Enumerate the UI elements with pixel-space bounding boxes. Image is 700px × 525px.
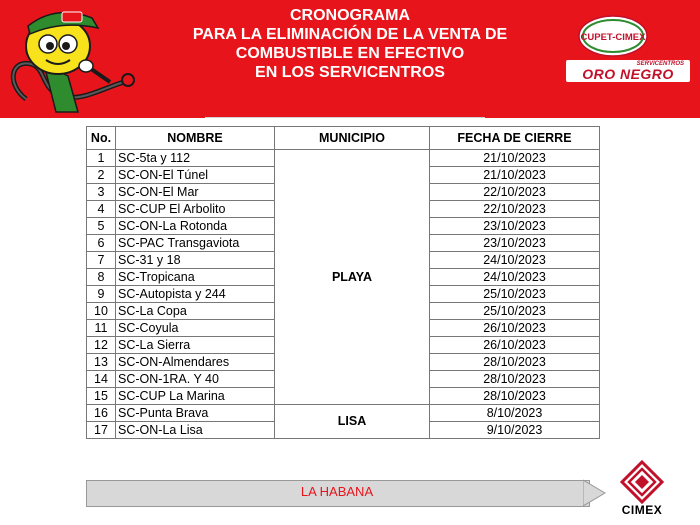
row-number: 17: [87, 422, 116, 439]
header-nombre: NOMBRE: [116, 127, 275, 150]
closing-date: 22/10/2023: [430, 184, 600, 201]
table-row: [87, 150, 600, 167]
row-number: 2: [87, 167, 116, 184]
closing-date: 9/10/2023: [430, 422, 600, 439]
closing-date: 28/10/2023: [430, 388, 600, 405]
station-name: SC-5ta y 112: [116, 150, 275, 167]
municipio-cell: PLAYA: [275, 150, 430, 405]
title-line: EN LOS SERVICENTROS: [255, 64, 445, 81]
closing-date: 25/10/2023: [430, 286, 600, 303]
closing-date: 22/10/2023: [430, 201, 600, 218]
row-number: 3: [87, 184, 116, 201]
row-number: 8: [87, 269, 116, 286]
row-number: 15: [87, 388, 116, 405]
station-name: SC-Coyula: [116, 320, 275, 337]
row-number: 4: [87, 201, 116, 218]
closing-date: 25/10/2023: [430, 303, 600, 320]
row-number: 7: [87, 252, 116, 269]
station-name: SC-La Sierra: [116, 337, 275, 354]
row-number: 16: [87, 405, 116, 422]
station-name: SC-CUP La Marina: [116, 388, 275, 405]
closing-date: 24/10/2023: [430, 269, 600, 286]
station-name: SC-Tropicana: [116, 269, 275, 286]
closing-date: 26/10/2023: [430, 337, 600, 354]
title-line: CRONOGRAMA: [290, 7, 410, 24]
station-name: SC-ON-La Lisa: [116, 422, 275, 439]
title-line: COMBUSTIBLE EN EFECTIVO: [235, 45, 465, 62]
row-number: 14: [87, 371, 116, 388]
station-name: SC-ON-Almendares: [116, 354, 275, 371]
title-line: PARA LA ELIMINACIÓN DE LA VENTA DE: [192, 26, 508, 43]
header-fecha: FECHA DE CIERRE: [430, 127, 600, 150]
table-row: [87, 405, 600, 422]
station-name: SC-31 y 18: [116, 252, 275, 269]
row-number: 6: [87, 235, 116, 252]
closing-date: 23/10/2023: [430, 235, 600, 252]
station-name: SC-La Copa: [116, 303, 275, 320]
oro-negro-text: ORO NEGRO: [582, 66, 674, 82]
station-name: SC-PAC Transgaviota: [116, 235, 275, 252]
station-name: SC-ON-1RA. Y 40: [116, 371, 275, 388]
header-municipio: MUNICIPIO: [275, 127, 430, 150]
station-name: SC-ON-La Rotonda: [116, 218, 275, 235]
footer-label: LA HABANA: [300, 484, 374, 499]
cimex-logo-text: CIMEX: [621, 503, 663, 517]
closing-date: 28/10/2023: [430, 371, 600, 388]
station-name: SC-ON-El Mar: [116, 184, 275, 201]
divider: [205, 117, 485, 118]
row-number: 12: [87, 337, 116, 354]
cupet-cimex-logo: [577, 14, 649, 58]
header-no: No.: [87, 127, 116, 150]
station-name: SC-ON-El Túnel: [116, 167, 275, 184]
closing-date: 23/10/2023: [430, 218, 600, 235]
row-number: 9: [87, 286, 116, 303]
closing-date: 8/10/2023: [430, 405, 600, 422]
row-number: 11: [87, 320, 116, 337]
cimex-logo-icon: [620, 460, 664, 504]
closing-date: 21/10/2023: [430, 167, 600, 184]
row-number: 1: [87, 150, 116, 167]
mascot-icon: [6, 4, 146, 116]
row-number: 10: [87, 303, 116, 320]
station-name: SC-Punta Brava: [116, 405, 275, 422]
oro-negro-small-text: SERVICENTROS: [636, 61, 684, 67]
closing-date: 24/10/2023: [430, 252, 600, 269]
closing-date: 26/10/2023: [430, 320, 600, 337]
cupet-logo-text: CUPET-CIMEX: [580, 32, 646, 43]
header-banner: [0, 0, 700, 118]
row-number: 13: [87, 354, 116, 371]
municipio-cell: LISA: [275, 405, 430, 439]
schedule-table: [86, 126, 600, 439]
station-name: SC-Autopista y 244: [116, 286, 275, 303]
table-header-row: [87, 127, 600, 150]
page-title: [150, 6, 550, 82]
row-number: 5: [87, 218, 116, 235]
oro-negro-logo: [566, 60, 690, 82]
station-name: SC-CUP El Arbolito: [116, 201, 275, 218]
closing-date: 21/10/2023: [430, 150, 600, 167]
closing-date: 28/10/2023: [430, 354, 600, 371]
